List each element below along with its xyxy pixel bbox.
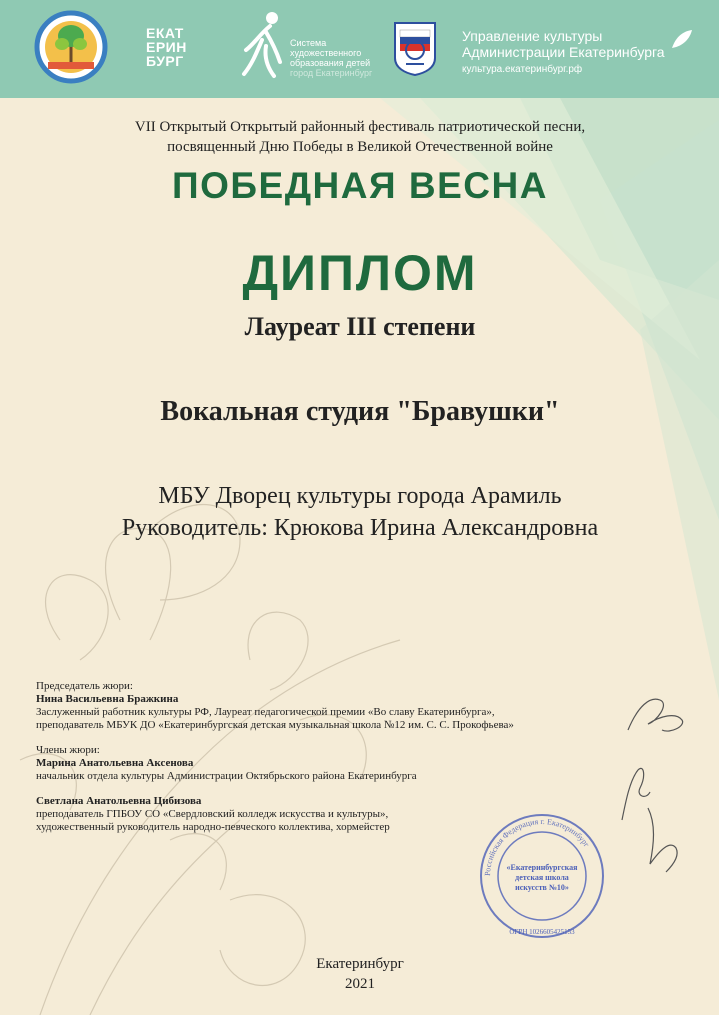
logo-ekb-line-1: ЕКАТ bbox=[146, 25, 184, 41]
department-line-1: Управление культуры bbox=[462, 28, 603, 44]
official-stamp-icon bbox=[478, 812, 606, 940]
footer-location bbox=[260, 954, 460, 994]
stamp-line-3: искусств №10» bbox=[515, 883, 569, 892]
department-line-2: Администрации Екатеринбурга bbox=[462, 44, 665, 60]
jury-member1-name: Марина Анатольевна Аксенова bbox=[36, 757, 194, 769]
jury-chair-desc-2: преподаватель МБУК ДО «Екатеринбургская детская музыкальная школа №12 им. С. С. Прокофьева» bbox=[36, 719, 514, 731]
footer-city: Екатеринбург bbox=[316, 956, 404, 972]
jury-member2-desc-2: художественный руководитель народно-певческого коллектива, хормейстер bbox=[36, 821, 390, 833]
jury-block bbox=[36, 680, 636, 834]
leader-name: Руководитель: Крюкова Ирина Александровна bbox=[121, 515, 599, 541]
festival-tree-logo-icon bbox=[34, 10, 108, 84]
stamp-line-2: детская школа bbox=[515, 873, 569, 882]
stamp-ogrn: ОГРН 1026605425153 bbox=[509, 928, 575, 936]
stamp-ring-text: Российская Федерация г. Екатеринбург bbox=[482, 816, 592, 877]
department-logo bbox=[462, 28, 702, 76]
stamp-line-1: «Екатеринбургская bbox=[506, 863, 578, 872]
diploma-title: ДИПЛОМ bbox=[242, 245, 478, 301]
system-logo-line-1: Система bbox=[290, 38, 327, 48]
jury-chair-name: Нина Васильевна Бражкина bbox=[36, 693, 179, 705]
footer-year: 2021 bbox=[345, 976, 375, 992]
system-logo-line-3: образования детей bbox=[290, 58, 371, 68]
chair-signature-icon bbox=[620, 686, 690, 746]
logo-ekb-line-2: ЕРИН bbox=[146, 39, 187, 55]
festival-subtitle bbox=[60, 117, 660, 157]
subtitle-line-1: VII Открытый Открытый районный фестиваль патриотической песни, bbox=[134, 119, 586, 135]
leaf-icon bbox=[670, 28, 694, 50]
festival-name: ПОБЕДНАЯ ВЕСНА bbox=[172, 165, 548, 206]
jury-chair-desc-1: Заслуженный работник культуры РФ, Лауреат педагогической премии «Во славу Екатеринбурга», bbox=[36, 706, 495, 718]
studio-name: Вокальная студия "Бравушки" bbox=[160, 396, 560, 427]
subtitle-line-2: посвященный Дню Победы в Великой Отечественной войне bbox=[167, 139, 553, 155]
organization-name: МБУ Дворец культуры города Арамиль bbox=[158, 483, 562, 509]
ekaterinburg-logo bbox=[146, 26, 198, 68]
logo-ekb-line-3: БУРГ bbox=[146, 53, 184, 69]
jury-member2-name: Светлана Анатольевна Цибизова bbox=[36, 795, 202, 807]
member2-signature-icon bbox=[636, 800, 692, 884]
system-logo-line-2: художественного bbox=[290, 48, 362, 58]
laureate-degree: Лауреат III степени bbox=[244, 312, 476, 341]
jury-members-label: Члены жюри: bbox=[36, 744, 100, 756]
jury-member1-desc: начальник отдела культуры Администрации Октябрьского района Екатеринбурга bbox=[36, 770, 417, 782]
department-site: культура.екатеринбург.рф bbox=[462, 64, 583, 75]
system-logo-text bbox=[290, 38, 400, 78]
organization-block bbox=[40, 480, 680, 544]
emblem-shield-icon bbox=[392, 20, 438, 76]
system-logo-line-4: город Екатеринбург bbox=[290, 68, 373, 78]
dancer-logo-icon bbox=[236, 10, 288, 80]
jury-member2-desc-1: преподаватель ГПБОУ СО «Свердловский колледж искусства и культуры», bbox=[36, 808, 389, 820]
jury-chair-label: Председатель жюри: bbox=[36, 680, 133, 692]
